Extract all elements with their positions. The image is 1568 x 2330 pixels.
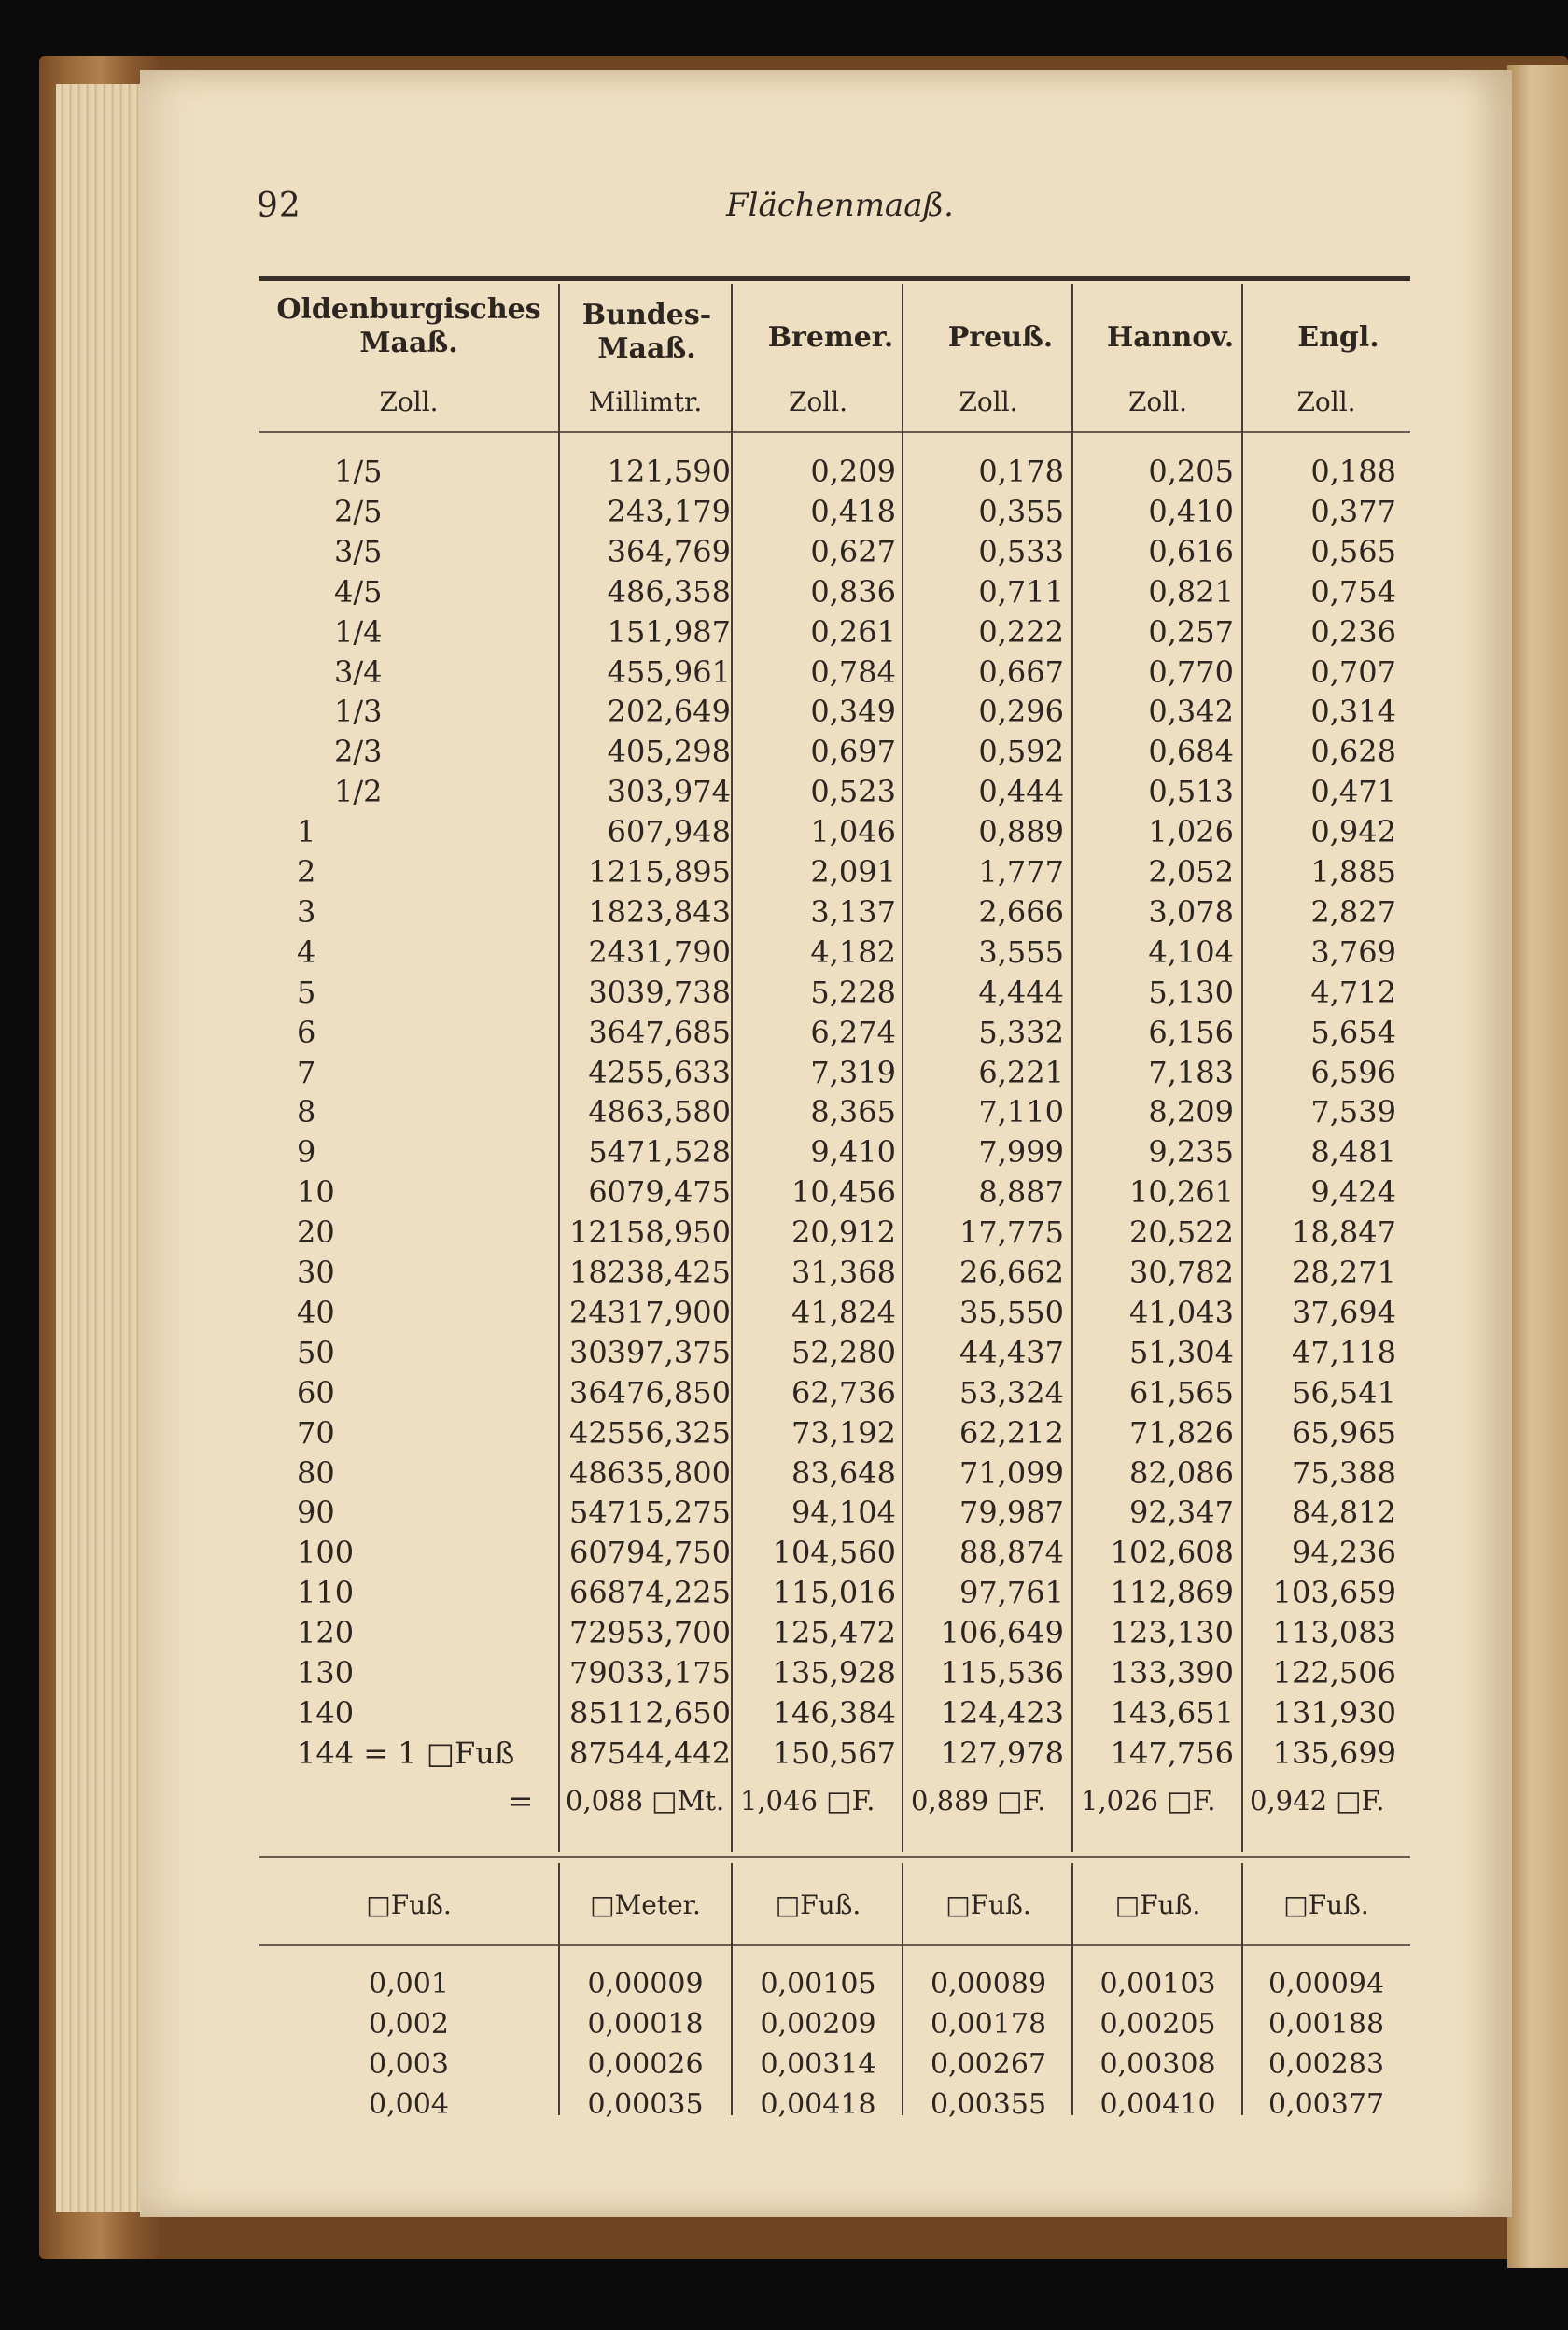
row-label: 3/4 xyxy=(334,653,383,690)
table-cell: 131,930 xyxy=(1272,1694,1396,1731)
col-bremer-title: Bremer. xyxy=(767,321,894,354)
table-cell: 8,887 xyxy=(978,1174,1064,1211)
table-cell: 30397,375 xyxy=(568,1334,731,1370)
top-rule xyxy=(259,276,1410,281)
lower-table-cell: 0,00094 xyxy=(1267,1968,1385,2000)
table-cell: 364,769 xyxy=(607,533,731,569)
conversion-table xyxy=(259,276,1410,2153)
table-cell: 115,016 xyxy=(772,1575,896,1611)
lower-unit-label: □Meter. xyxy=(590,1889,701,1920)
row-label: 8 xyxy=(297,1094,316,1130)
row-label: 110 xyxy=(297,1575,355,1611)
unit-label: Zoll. xyxy=(379,386,439,417)
table-cell: 0,523 xyxy=(810,774,896,810)
unit-label: Zoll. xyxy=(1127,386,1188,417)
table-cell: 53,324 xyxy=(959,1374,1064,1411)
table-cell: 6,221 xyxy=(978,1054,1064,1090)
row-label: 80 xyxy=(297,1454,335,1491)
table-cell: 102,608 xyxy=(1110,1535,1234,1571)
table-cell: 61,565 xyxy=(1129,1374,1234,1411)
row-label: 2/5 xyxy=(334,493,383,529)
table-cell: 0,513 xyxy=(1148,774,1234,810)
table-cell: 42556,325 xyxy=(568,1414,731,1451)
lower-table-cell: 0,004 xyxy=(369,2088,449,2121)
table-cell: 1,777 xyxy=(978,854,1064,890)
table-cell: 6079,475 xyxy=(588,1174,731,1211)
col-engl-title: Engl. xyxy=(1297,321,1379,354)
table-cell: 0,533 xyxy=(978,533,1064,569)
lower-table-cell: 0,00410 xyxy=(1099,2088,1216,2121)
table-cell: 37,694 xyxy=(1292,1294,1396,1330)
table-cell: 66874,225 xyxy=(568,1575,731,1611)
table-cell: 0,178 xyxy=(978,454,1064,489)
lower-table-cell: 0,00314 xyxy=(760,2048,876,2081)
lower-table-cell: 0,00209 xyxy=(760,2008,876,2041)
table-cell: 26,662 xyxy=(959,1255,1064,1290)
row-label: 20 xyxy=(297,1214,335,1251)
table-cell: 17,775 xyxy=(959,1214,1064,1251)
table-cell: 35,550 xyxy=(959,1294,1064,1330)
row-label: 100 xyxy=(297,1535,355,1571)
lower-table-cell: 0,001 xyxy=(369,1968,449,2000)
table-cell: 5,332 xyxy=(978,1014,1064,1050)
table-cell: 0,410 xyxy=(1148,493,1234,529)
table-cell: 62,736 xyxy=(791,1374,896,1411)
table-cell: 3647,685 xyxy=(588,1014,731,1050)
lower-table-cell: 0,002 xyxy=(369,2008,449,2041)
table-cell: 5,130 xyxy=(1148,974,1234,1010)
lower-table-cell: 0,00103 xyxy=(1099,1968,1216,2000)
lower-table-cell: 0,00026 xyxy=(587,2048,704,2081)
row-label: 30 xyxy=(297,1255,335,1290)
table-cell: 48635,800 xyxy=(568,1454,731,1491)
table-cell: 0,418 xyxy=(810,493,896,529)
table-cell: 65,965 xyxy=(1292,1414,1396,1451)
table-cell: 6,274 xyxy=(810,1014,896,1050)
table-cell: 0,349 xyxy=(810,694,896,730)
table-cell: 97,761 xyxy=(959,1575,1064,1611)
table-cell: 0,684 xyxy=(1148,734,1234,770)
lower-table-cell: 0,00418 xyxy=(760,2088,876,2121)
col-preuss-title: Preuß. xyxy=(947,321,1054,354)
table-cell: 0,889 xyxy=(978,814,1064,850)
header-rule xyxy=(259,431,1410,433)
table-cell: 0,592 xyxy=(978,734,1064,770)
lower-table-cell: 0,00377 xyxy=(1267,2088,1385,2121)
unit-label: Zoll. xyxy=(1296,386,1356,417)
table-cell: 10,261 xyxy=(1129,1174,1234,1211)
table-cell: 73,192 xyxy=(791,1414,896,1451)
table-cell: 44,437 xyxy=(959,1334,1064,1370)
table-cell: 60794,750 xyxy=(568,1535,731,1571)
table-cell: 94,236 xyxy=(1292,1535,1396,1571)
table-cell: 2,666 xyxy=(978,893,1064,930)
table-cell: 135,928 xyxy=(772,1655,896,1691)
table-cell: 0,770 xyxy=(1148,653,1234,690)
running-title: Flächenmaaß. xyxy=(726,187,954,224)
lower-unit-label: □Fuß. xyxy=(945,1889,1031,1920)
table-cell: 243,179 xyxy=(607,493,731,529)
row-label: 3 xyxy=(297,893,316,930)
table-cell: 6,156 xyxy=(1148,1014,1234,1050)
table-cell: 41,824 xyxy=(791,1294,896,1330)
lower-table-cell: 0,00009 xyxy=(587,1968,704,2000)
table-cell: 5471,528 xyxy=(588,1134,731,1171)
table-cell: 3,769 xyxy=(1310,933,1396,970)
row-label: 1/5 xyxy=(334,454,383,489)
table-cell: 0,205 xyxy=(1148,454,1234,489)
col-oldenburg-title: Oldenburgisches Maaß. xyxy=(276,293,541,359)
lower-table-cell: 0,00267 xyxy=(930,2048,1047,2081)
row-label: 130 xyxy=(297,1655,355,1691)
table-cell: 84,812 xyxy=(1292,1495,1396,1531)
table-cell: 12158,950 xyxy=(568,1214,731,1251)
table-cell: 1823,843 xyxy=(588,893,731,930)
equivalent-value: 0,088 □Mt. xyxy=(566,1784,725,1817)
table-cell: 4,712 xyxy=(1310,974,1396,1010)
row-label: 5 xyxy=(297,974,316,1010)
table-cell: 4863,580 xyxy=(588,1094,731,1130)
lower-table-cell: 0,00035 xyxy=(587,2088,704,2121)
table-cell: 0,754 xyxy=(1310,573,1396,610)
table-cell: 4,104 xyxy=(1148,933,1234,970)
table-cell: 3,078 xyxy=(1148,893,1234,930)
equivalent-value: 0,889 □F. xyxy=(911,1784,1046,1817)
lower-table-cell: 0,00089 xyxy=(930,1968,1047,2000)
lower-table-cell: 0,00205 xyxy=(1099,2008,1216,2041)
table-cell: 1215,895 xyxy=(588,854,731,890)
table-cell: 79,987 xyxy=(959,1495,1064,1531)
table-cell: 4,182 xyxy=(810,933,896,970)
table-cell: 0,565 xyxy=(1310,533,1396,569)
col-hannov-title: Hannov. xyxy=(1106,321,1235,354)
table-cell: 92,347 xyxy=(1129,1495,1234,1531)
row-label: 70 xyxy=(297,1414,335,1451)
table-cell: 486,358 xyxy=(607,573,731,610)
table-cell: 3,137 xyxy=(810,893,896,930)
table-cell: 123,130 xyxy=(1110,1615,1234,1651)
table-cell: 94,104 xyxy=(791,1495,896,1531)
table-cell: 7,539 xyxy=(1310,1094,1396,1130)
table-cell: 7,319 xyxy=(810,1054,896,1090)
table-cell: 0,784 xyxy=(810,653,896,690)
table-cell: 3039,738 xyxy=(588,974,731,1010)
table-cell: 9,410 xyxy=(810,1134,896,1171)
unit-label: Zoll. xyxy=(959,386,1018,417)
lower-table-cell: 0,00018 xyxy=(587,2008,704,2041)
lower-unit-label: □Fuß. xyxy=(1114,1889,1201,1920)
table-cell: 51,304 xyxy=(1129,1334,1234,1370)
lower-table-cell: 0,00308 xyxy=(1099,2048,1216,2081)
row-label: 60 xyxy=(297,1374,335,1411)
table-cell: 4,444 xyxy=(978,974,1064,1010)
table-cell: 41,043 xyxy=(1129,1294,1234,1330)
table-cell: 112,869 xyxy=(1110,1575,1234,1611)
table-cell: 113,083 xyxy=(1272,1615,1396,1651)
row-label: 2 xyxy=(297,854,316,890)
table-cell: 104,560 xyxy=(772,1535,896,1571)
equivalent-value: 1,026 □F. xyxy=(1081,1784,1216,1817)
table-cell: 106,649 xyxy=(940,1615,1064,1651)
table-cell: 88,874 xyxy=(959,1535,1064,1571)
table-cell: 18,847 xyxy=(1292,1214,1396,1251)
table-cell: 150,567 xyxy=(772,1734,896,1771)
col-bundes-title: Bundes-Maaß. xyxy=(581,299,712,365)
table-cell: 143,651 xyxy=(1110,1694,1234,1731)
table-cell: 0,209 xyxy=(810,454,896,489)
table-cell: 2,091 xyxy=(810,854,896,890)
table-cell: 56,541 xyxy=(1292,1374,1396,1411)
table-cell: 0,616 xyxy=(1148,533,1234,569)
row-label: 6 xyxy=(297,1014,316,1050)
table-cell: 7,999 xyxy=(978,1134,1064,1171)
table-cell: 20,522 xyxy=(1129,1214,1234,1251)
table-cell: 0,296 xyxy=(978,694,1064,730)
table-cell: 20,912 xyxy=(791,1214,896,1251)
table-cell: 8,365 xyxy=(810,1094,896,1130)
table-cell: 87544,442 xyxy=(568,1734,731,1771)
table-cell: 36476,850 xyxy=(568,1374,731,1411)
table-cell: 124,423 xyxy=(940,1694,1064,1731)
lower-table-cell: 0,00105 xyxy=(760,1968,876,2000)
table-cell: 1,026 xyxy=(1148,814,1234,850)
table-cell: 0,261 xyxy=(810,613,896,650)
table-cell: 6,596 xyxy=(1310,1054,1396,1090)
row-label: 140 xyxy=(297,1694,355,1731)
table-cell: 7,183 xyxy=(1148,1054,1234,1090)
table-cell: 85112,650 xyxy=(568,1694,731,1731)
table-cell: 0,821 xyxy=(1148,573,1234,610)
row-label: 3/5 xyxy=(334,533,383,569)
table-cell: 405,298 xyxy=(607,734,731,770)
table-cell: 122,506 xyxy=(1272,1655,1396,1691)
lower-table-cell: 0,00355 xyxy=(930,2088,1047,2121)
table-cell: 0,627 xyxy=(810,533,896,569)
table-cell: 0,355 xyxy=(978,493,1064,529)
table-cell: 28,271 xyxy=(1292,1255,1396,1290)
page-number: 92 xyxy=(257,187,301,225)
table-cell: 62,212 xyxy=(959,1414,1064,1451)
equivalent-value: 1,046 □F. xyxy=(740,1784,875,1817)
row-label: 1/4 xyxy=(334,613,383,650)
table-cell: 10,456 xyxy=(791,1174,896,1211)
table-cell: 8,481 xyxy=(1310,1134,1396,1171)
table-cell: 0,342 xyxy=(1148,694,1234,730)
table-cell: 4255,633 xyxy=(588,1054,731,1090)
lower-table-cell: 0,00283 xyxy=(1267,2048,1385,2081)
row-label: 144 = 1 □Fuß xyxy=(297,1734,515,1771)
row-label: 1 xyxy=(297,814,316,850)
table-cell: 5,654 xyxy=(1310,1014,1396,1050)
table-cell: 24317,900 xyxy=(568,1294,731,1330)
lower-unit-label: □Fuß. xyxy=(366,1889,452,1920)
table-cell: 147,756 xyxy=(1110,1734,1234,1771)
row-label: 4/5 xyxy=(334,573,383,610)
table-cell: 30,782 xyxy=(1129,1255,1234,1290)
table-cell: 0,236 xyxy=(1310,613,1396,650)
table-cell: 47,118 xyxy=(1292,1334,1396,1370)
table-cell: 8,209 xyxy=(1148,1094,1234,1130)
table-cell: 71,826 xyxy=(1129,1414,1234,1451)
table-cell: 1,046 xyxy=(810,814,896,850)
row-label: 7 xyxy=(297,1054,316,1090)
table-cell: 82,086 xyxy=(1129,1454,1234,1491)
table-cell: 607,948 xyxy=(607,814,731,850)
table-cell: 7,110 xyxy=(978,1094,1064,1130)
unit-label: Zoll. xyxy=(788,386,848,417)
table-cell: 9,235 xyxy=(1148,1134,1234,1171)
table-cell: 0,942 xyxy=(1310,814,1396,850)
table-cell: 0,628 xyxy=(1310,734,1396,770)
table-cell: 9,424 xyxy=(1310,1174,1396,1211)
row-label: 4 xyxy=(297,933,316,970)
unit-label: Millimtr. xyxy=(588,386,703,417)
table-cell: 151,987 xyxy=(607,613,731,650)
row-label: 1/2 xyxy=(334,774,383,810)
table-cell: 79033,175 xyxy=(568,1655,731,1691)
table-cell: 125,472 xyxy=(772,1615,896,1651)
table-cell: 146,384 xyxy=(772,1694,896,1731)
table-cell: 5,228 xyxy=(810,974,896,1010)
table-cell: 202,649 xyxy=(607,694,731,730)
table-cell: 2,052 xyxy=(1148,854,1234,890)
lower-header-rule xyxy=(259,1944,1410,1946)
row-label: 9 xyxy=(297,1134,316,1171)
table-cell: 303,974 xyxy=(607,774,731,810)
row-label: 50 xyxy=(297,1334,335,1370)
table-cell: 0,188 xyxy=(1310,454,1396,489)
table-cell: 135,699 xyxy=(1272,1734,1396,1771)
table-cell: 2,827 xyxy=(1310,893,1396,930)
table-cell: 0,836 xyxy=(810,573,896,610)
lower-table-cell: 0,00188 xyxy=(1267,2008,1385,2041)
row-label: 2/3 xyxy=(334,734,383,770)
table-cell: 3,555 xyxy=(978,933,1064,970)
table-cell: 75,388 xyxy=(1292,1454,1396,1491)
table-cell: 0,444 xyxy=(978,774,1064,810)
row-label: 40 xyxy=(297,1294,335,1330)
lower-unit-label: □Fuß. xyxy=(775,1889,861,1920)
table-cell: 133,390 xyxy=(1110,1655,1234,1691)
row-label: 120 xyxy=(297,1615,355,1651)
row-label: 90 xyxy=(297,1495,335,1531)
table-cell: 2431,790 xyxy=(588,933,731,970)
table-cell: 121,590 xyxy=(607,454,731,489)
lower-table-cell: 0,00178 xyxy=(930,2008,1047,2041)
row-label: 10 xyxy=(297,1174,335,1211)
table-cell: 1,885 xyxy=(1310,854,1396,890)
table-cell: 103,659 xyxy=(1272,1575,1396,1611)
table-cell: 0,257 xyxy=(1148,613,1234,650)
table-cell: 455,961 xyxy=(607,653,731,690)
table-cell: 83,648 xyxy=(791,1454,896,1491)
table-cell: 127,978 xyxy=(940,1734,1064,1771)
table-cell: 0,711 xyxy=(978,573,1064,610)
table-cell: 0,377 xyxy=(1310,493,1396,529)
equals-sign: = xyxy=(508,1782,534,1818)
table-cell: 54715,275 xyxy=(568,1495,731,1531)
lower-unit-label: □Fuß. xyxy=(1283,1889,1369,1920)
table-cell: 0,697 xyxy=(810,734,896,770)
equivalent-value: 0,942 □F. xyxy=(1250,1784,1385,1817)
lower-section-rule xyxy=(259,1856,1410,1858)
table-cell: 31,368 xyxy=(791,1255,896,1290)
facing-page-edge xyxy=(1507,65,1568,2268)
row-label: 1/3 xyxy=(334,694,383,730)
table-cell: 0,707 xyxy=(1310,653,1396,690)
table-cell: 52,280 xyxy=(791,1334,896,1370)
table-cell: 0,471 xyxy=(1310,774,1396,810)
table-cell: 0,667 xyxy=(978,653,1064,690)
table-cell: 0,222 xyxy=(978,613,1064,650)
table-cell: 71,099 xyxy=(959,1454,1064,1491)
lower-table-cell: 0,003 xyxy=(369,2048,449,2081)
table-cell: 115,536 xyxy=(940,1655,1064,1691)
table-cell: 18238,425 xyxy=(568,1255,731,1290)
table-cell: 0,314 xyxy=(1310,694,1396,730)
table-cell: 72953,700 xyxy=(568,1615,731,1651)
